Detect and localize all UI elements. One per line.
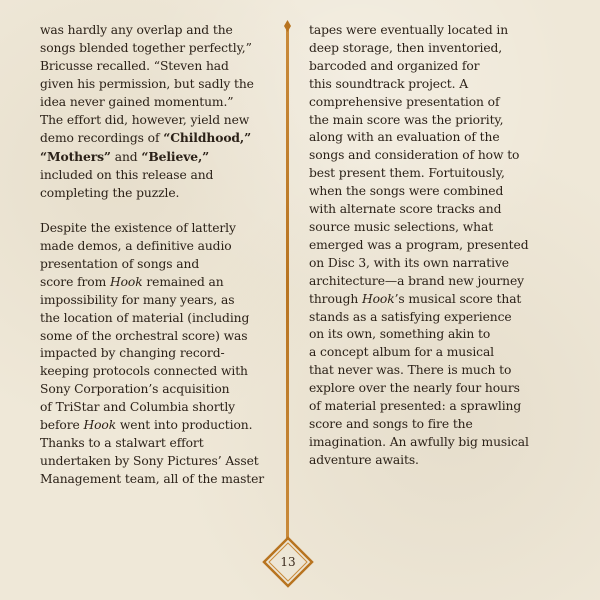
text-line: Sony Corporation’s acquisition: [40, 382, 230, 397]
text-line: The effort did, however, yield new: [40, 112, 250, 127]
text-line: a concept album for a musical: [309, 345, 495, 360]
text-line: completing the puzzle.: [40, 186, 180, 201]
text-line: best present them. Fortuitously,: [309, 166, 505, 181]
text-line: comprehensive presentation of: [309, 94, 500, 109]
text-line: was hardly any overlap and the: [40, 23, 233, 37]
text-line: emerged was a program, presented: [309, 237, 529, 252]
page-number-badge: [262, 536, 314, 588]
text-line: Thanks to a stalwart effort: [40, 435, 204, 450]
text-line: [40, 129, 276, 148]
text-run: remained an: [142, 274, 224, 289]
text-line: impossibility for many years, as: [40, 292, 235, 307]
text-line: architecture—a brand new journey: [309, 273, 524, 288]
text-line: tapes were eventually located in: [309, 23, 509, 37]
text-line: idea never gained momentum.”: [40, 94, 234, 109]
text-line: score and songs to fire the: [309, 416, 473, 431]
text-line: songs and consideration of how to: [309, 148, 520, 163]
text-line: included on this release and: [40, 168, 214, 183]
text-line: undertaken by Sony Pictures’ Asset: [40, 453, 259, 468]
text-run: demo recordings of: [40, 131, 160, 146]
text-line: the location of material (including: [40, 310, 250, 325]
text-line: the main score was the priority,: [309, 112, 504, 127]
text-line: [40, 274, 276, 292]
film-title-hook: Hook: [83, 418, 117, 433]
text-line: keeping protocols connected with: [40, 364, 248, 379]
paragraph-soundtrack-project: [309, 22, 545, 470]
song-title-believe: “Believe,”: [141, 149, 210, 165]
text-line: presentation of songs and: [40, 256, 200, 271]
right-text-column: [309, 22, 545, 470]
text-line: made demos, a definitive audio: [40, 238, 232, 253]
text-line: barcoded and organized for: [309, 58, 480, 73]
text-line: Management team, all of the master: [40, 471, 265, 486]
paragraph-bricusse-recollection: [40, 22, 276, 203]
left-text-column: [40, 22, 276, 489]
text-run: and: [110, 150, 142, 165]
song-title-mothers: “Mothers”: [40, 149, 111, 165]
text-line: on its own, something akin to: [309, 327, 491, 342]
text-line: [309, 291, 545, 309]
text-run: score from: [40, 274, 110, 289]
column-divider-rule: [286, 28, 289, 540]
text-line: songs blended together perfectly,”: [40, 40, 252, 55]
film-title-hook: Hook: [361, 291, 395, 306]
text-line: given his permission, but sadly the: [40, 76, 254, 91]
text-line: of TriStar and Columbia shortly: [40, 400, 235, 415]
film-title-hook: Hook: [109, 274, 143, 289]
text-line: source music selections, what: [309, 219, 494, 234]
text-line: this soundtrack project. A: [309, 76, 469, 91]
page-number: 13: [280, 555, 296, 569]
text-run: went into production.: [116, 418, 253, 433]
text-line: with alternate score tracks and: [309, 202, 502, 217]
text-line: Despite the existence of latterly: [40, 221, 236, 236]
text-line: some of the orchestral score) was: [40, 328, 248, 343]
text-run: through: [309, 291, 362, 306]
text-line: of material presented: a sprawling: [309, 399, 522, 414]
divider-ornament-icon: [284, 20, 291, 32]
text-line: [40, 417, 276, 435]
text-line: deep storage, then inventoried,: [309, 40, 503, 55]
text-line: that never was. There is much to: [309, 363, 512, 378]
text-line: Bricusse recalled. “Steven had: [40, 58, 229, 73]
song-title-childhood: “Childhood,”: [163, 130, 252, 146]
text-line: [40, 148, 276, 167]
text-line: adventure awaits.: [309, 452, 419, 467]
text-run: ’s musical score that: [394, 291, 522, 306]
text-line: stands as a satisfying experience: [309, 309, 512, 324]
text-line: impacted by changing record-: [40, 346, 225, 361]
text-run: before: [40, 418, 84, 433]
text-line: imagination. An awfully big musical: [309, 434, 529, 449]
text-line: explore over the nearly four hours: [309, 381, 520, 396]
text-line: when the songs were combined: [309, 184, 504, 199]
text-line: along with an evaluation of the: [309, 130, 500, 145]
text-line: on Disc 3, with its own narrative: [309, 255, 509, 270]
paragraph-definitive-presentation: [40, 220, 276, 489]
